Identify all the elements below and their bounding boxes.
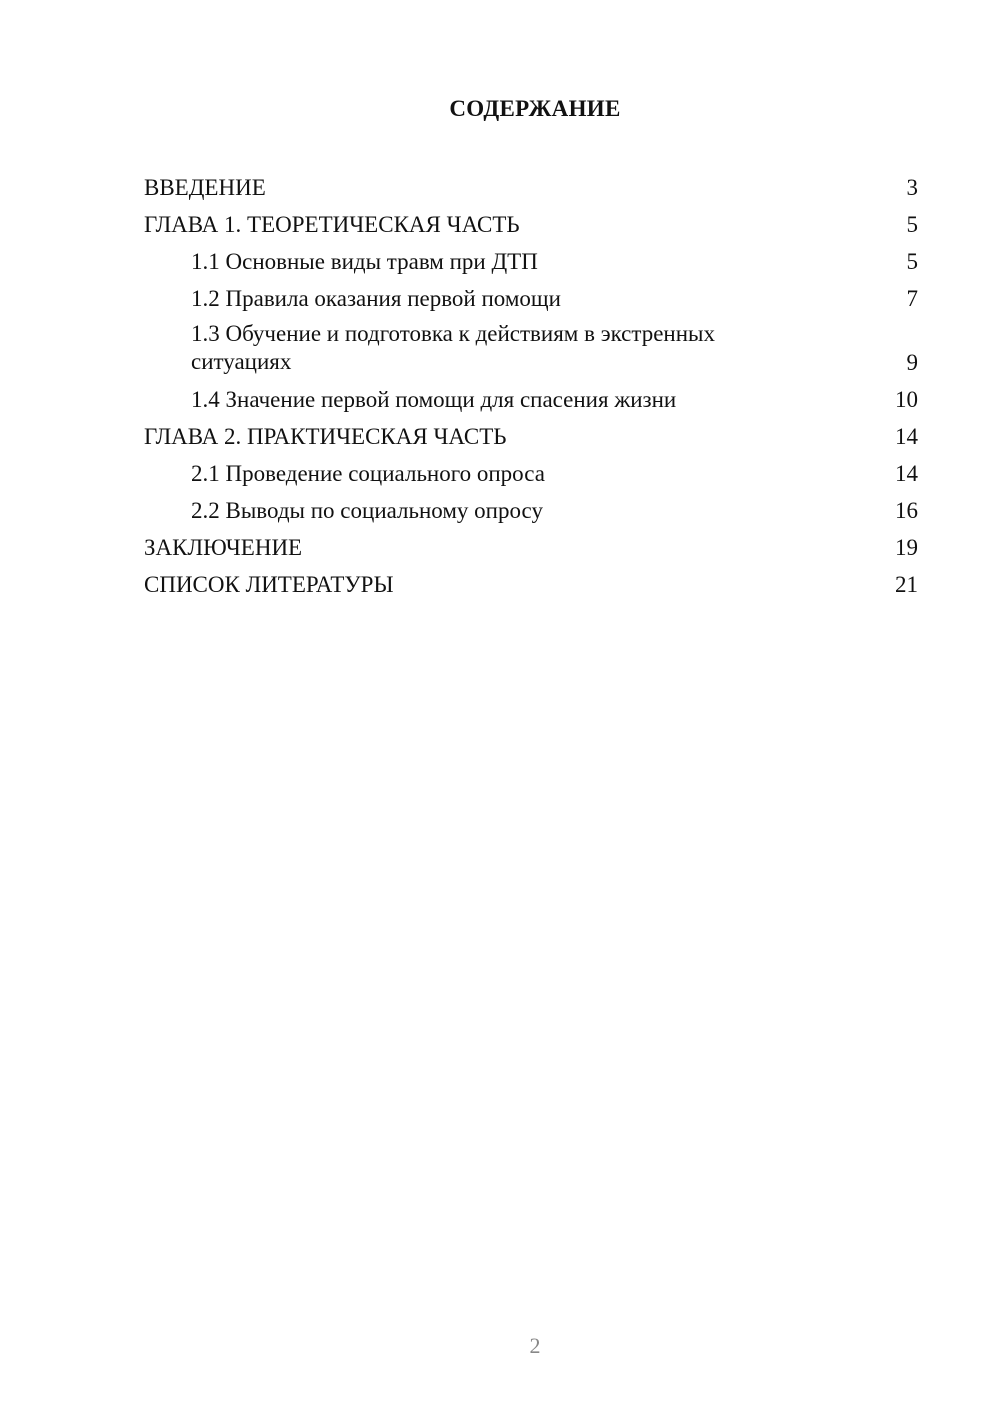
toc-entry-label: СПИСОК ЛИТЕРАТУРЫ	[144, 572, 394, 597]
toc-subentry[interactable]	[144, 453, 918, 490]
toc-entry[interactable]	[144, 167, 918, 204]
toc-entry-page: 14	[895, 424, 918, 449]
toc-entry-label: 2.1 Проведение социального опроса	[191, 461, 545, 486]
toc-entry-label: 2.2 Выводы по социальному опросу	[191, 498, 543, 523]
toc-heading: СОДЕРЖАНИЕ	[449, 96, 621, 121]
table-of-contents	[144, 167, 918, 601]
toc-entry[interactable]	[144, 527, 918, 564]
toc-entry-label: 1.3 Обучение и подготовка к действиям в экстренных ситуациях	[191, 321, 716, 374]
toc-entry-page: 5	[906, 212, 918, 237]
toc-entry-label: ГЛАВА 1. ТЕОРЕТИЧЕСКАЯ ЧАСТЬ	[144, 212, 520, 237]
toc-subentry[interactable]	[144, 379, 918, 416]
toc-entry-label: 1.4 Значение первой помощи для спасения жизни	[191, 387, 677, 412]
toc-subentry[interactable]	[144, 241, 918, 278]
toc-subentry[interactable]	[144, 315, 918, 379]
toc-entry-page: 7	[906, 286, 918, 311]
toc-entry-page: 19	[895, 535, 918, 560]
toc-entry[interactable]	[144, 564, 918, 601]
toc-entry-label: 1.1 Основные виды травм при ДТП	[191, 249, 538, 274]
toc-entry-page: 16	[895, 498, 918, 523]
toc-entry-page: 14	[895, 461, 918, 486]
toc-entry[interactable]	[144, 416, 918, 453]
toc-entry-page: 3	[906, 175, 918, 200]
toc-entry-label: 1.2 Правила оказания первой помощи	[191, 286, 561, 311]
toc-entry[interactable]	[144, 204, 918, 241]
toc-entry-label: ЗАКЛЮЧЕНИЕ	[144, 535, 303, 560]
toc-entry-page: 21	[895, 572, 918, 597]
toc-entry-page: 10	[895, 387, 918, 412]
toc-entry-label: ГЛАВА 2. ПРАКТИЧЕСКАЯ ЧАСТЬ	[144, 424, 507, 449]
toc-entry-page: 5	[906, 249, 918, 274]
toc-entry-label: ВВЕДЕНИЕ	[144, 175, 266, 200]
page-number: 2	[529, 1333, 541, 1358]
toc-entry-page: 9	[906, 350, 918, 375]
toc-subentry[interactable]	[144, 278, 918, 315]
toc-subentry[interactable]	[144, 490, 918, 527]
